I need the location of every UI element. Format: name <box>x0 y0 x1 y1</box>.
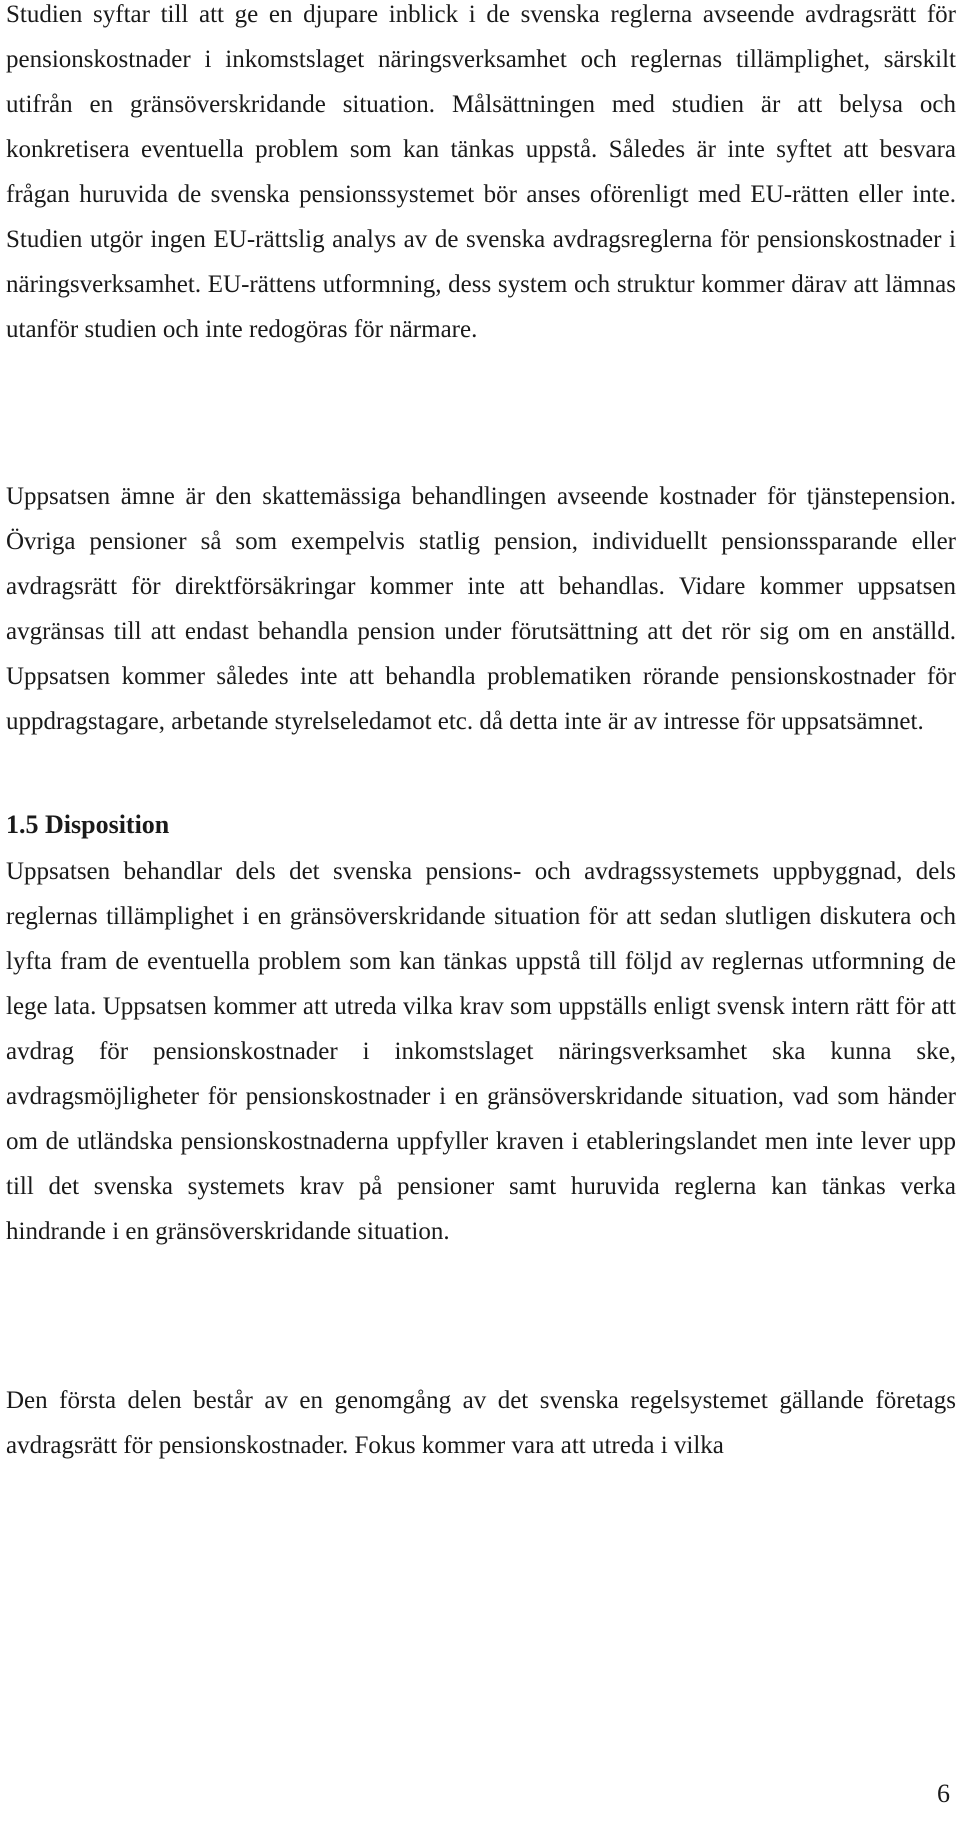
paragraph-purpose: Studien syftar till att ge en djupare inblick i de svenska reglerna avseende avdragsrätt för pensionskostnader i inkomstslaget näringsverksamhet och reglernas tillämplighet, särskilt utifrån en gränsöverskridande situation. Målsättningen med studien är att belysa och konkretisera eventuella problem som kan tänkas uppstå. Således är inte syftet att besvara frågan huruvida de svenska pensionssystemet bör anses oförenligt med EU-rätten eller inte. Studien utgör ingen EU-rättslig analys av de svenska avdragsreglerna för pensionskostnader i näringsverksamhet. EU-rättens utformning, dess system och struktur kommer därav att lämnas utanför studien och inte redogöras för närmare. <box>6 1 956 343</box>
paragraph-scope: Uppsatsen ämne är den skattemässiga behandlingen avseende kostnader för tjänstepension. Övriga pensioner så som exempelvis statlig pension, individuellt pensionssparande eller avdragsrätt för direktförsäkringar kommer inte att behandlas. Vidare kommer uppsatsen avgränsas till att endast behandla pension under förutsättning att det rör sig om en anställd. Uppsatsen kommer således inte att behandla problematiken rörande pensionskostnader för uppdragstagare, arbetande styrelseledamot etc. då detta inte är av intresse för uppsatsämnet. <box>6 483 956 735</box>
paragraph-disposition: Uppsatsen behandlar dels det svenska pensions- och avdragssystemets uppbyggnad, dels reglernas tillämplighet i en gränsöverskridande situation för att sedan slutligen diskutera och lyfta fram de eventuella problem som kan tänkas uppstå till följd av reglernas utformning de lege lata. Uppsatsen kommer att utreda vilka krav som uppställs enligt svensk intern rätt för att avdrag för pensionskostnader i inkomstslaget näringsverksamhet ska kunna ske, avdragsmöjligheter för pensionskostnader i en gränsöverskridande situation, vad som händer om de utländska pensionskostnaderna uppfyller kraven i etableringslandet men inte lever upp till det svenska systemets krav på pensioner samt huruvida reglerna kan tänkas verka hindrande i en gränsöverskridande situation. <box>6 858 956 1245</box>
page-number: 6 <box>937 1779 950 1808</box>
section-heading-disposition: 1.5 Disposition <box>6 810 170 839</box>
paragraph-first-part: Den första delen består av en genomgång av det svenska regelsystemet gällande företags avdragsrätt för pensionskostnader. Fokus kommer vara att utreda i vilka <box>6 1387 956 1459</box>
